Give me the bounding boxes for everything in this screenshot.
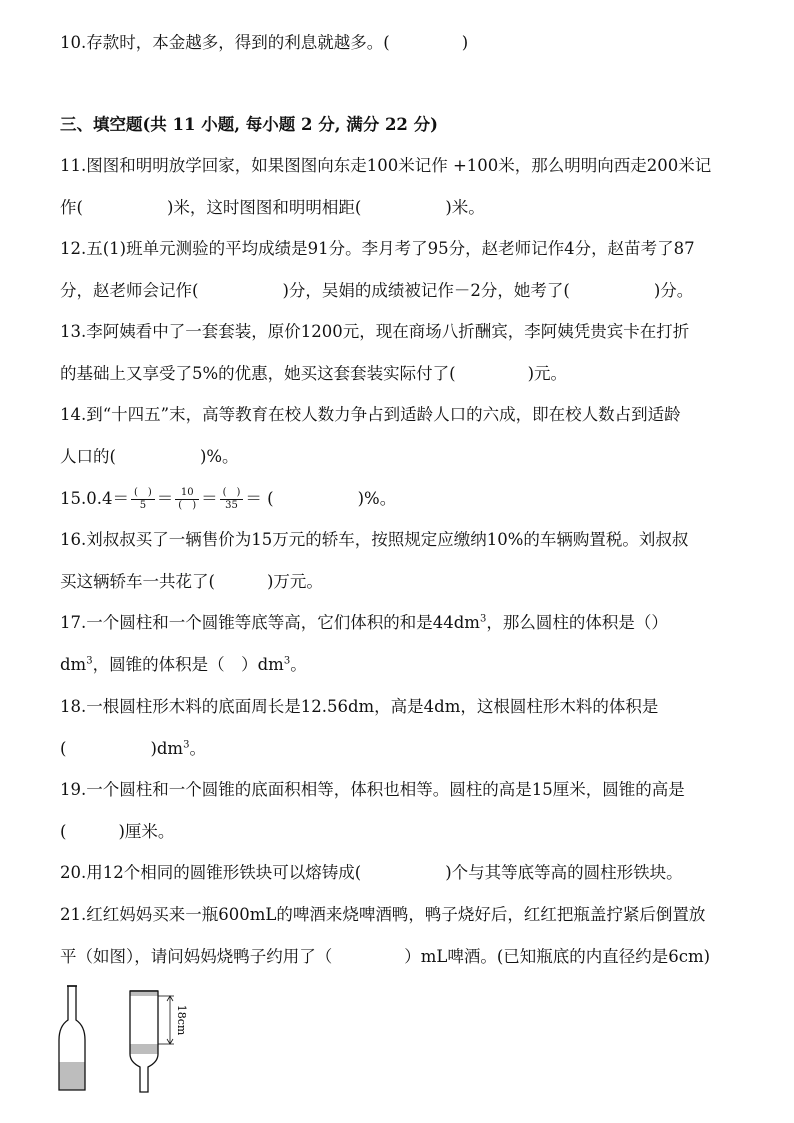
question-15: 15.0.4＝ $\frac{( )}{5}$ ＝ $\frac{10}{( )}$ ＝ $\frac{( )}{35}$ ＝ ( )%。 [60,487,397,511]
question-10: 10.存款时，本金越多，得到的利息就越多。( ) [60,33,469,52]
fraction-3[interactable]: $\frac{( )}{35}$ [220,487,244,512]
question-18-line1: 18.一根圆柱形木料的底面周长是12.56dm，高是4dm，这根圆柱形木料的体积是 [60,697,659,716]
question-21-line2: 平（如图），请问妈妈烧鸭子约用了（ ）mL啤酒。(已知瓶底的内直径约是6cm) [60,947,711,966]
question-11-line2: 作( )米，这时图图和明明相距( )米。 [60,198,485,217]
question-16-line2: 买这辆轿车一共花了( )万元。 [60,572,323,591]
question-11-line1: 11.图图和明明放学回家，如果图图向东走100米记作 +100米，那么明明向西走200米记 [60,156,712,175]
question-21-line1: 21.红红妈妈买来一瓶600mL的啤酒来烧啤酒鸭，鸭子烧好后，红红把瓶盖拧紧后倒置放 [60,905,706,924]
question-19-line1: 19.一个圆柱和一个圆锥的底面积相等，体积也相等。圆柱的高是15厘米，圆锥的高是 [60,780,685,799]
fraction-1[interactable]: $\frac{( )}{5}$ [131,487,155,512]
bottle-figure [52,982,202,1097]
question-13-line2: 的基础上又享受了5%的优惠，她买这套套装实际付了( )元。 [60,364,568,383]
question-14-line2: 人口的( )%。 [60,447,239,466]
question-20: 20.用12个相同的圆锥形铁块可以熔铸成( )个与其等底等高的圆柱形铁块。 [60,863,683,882]
question-18-line2: ( )$dm^3$。 [60,739,206,758]
question-14-line1: 14.到“十四五”末，高等教育在校人数力争占到适龄人口的六成，即在校人数占到适龄 [60,405,681,424]
height-label: 18cm [175,1004,188,1036]
question-19-line2: ( )厘米。 [60,822,175,841]
question-12-line2: 分，赵老师会记作( )分，吴娟的成绩被记作－2分，她考了( )分。 [60,281,694,300]
question-16-line1: 16.刘叔叔买了一辆售价为15万元的轿车，按照规定应缴纳10%的车辆购置税。刘叔叔 [60,530,689,549]
question-12-line1: 12.五(1)班单元测验的平均成绩是91分。李月考了95分，赵老师记作4分，赵苗考了87 [60,239,695,258]
question-13-line1: 13.李阿姨看中了一套套装，原价1200元，现在商场八折酬宾，李阿姨凭贵宾卡在打折 [60,322,690,341]
question-17-line1: 17.一个圆柱和一个圆锥等底等高，它们体积的和是$44dm^3$，那么圆柱的体积是（） [60,613,668,632]
upright-bottle-icon [59,986,85,1090]
inverted-bottle-icon [130,991,188,1092]
question-17-line2: $dm^3$，圆锥的体积是（ ）$dm^3$。 [60,655,307,674]
fraction-2[interactable]: $\frac{10}{( )}$ [175,487,199,512]
section-title: 三、填空题(共 11 小题, 每小题 2 分, 满分 22 分) [60,115,438,134]
